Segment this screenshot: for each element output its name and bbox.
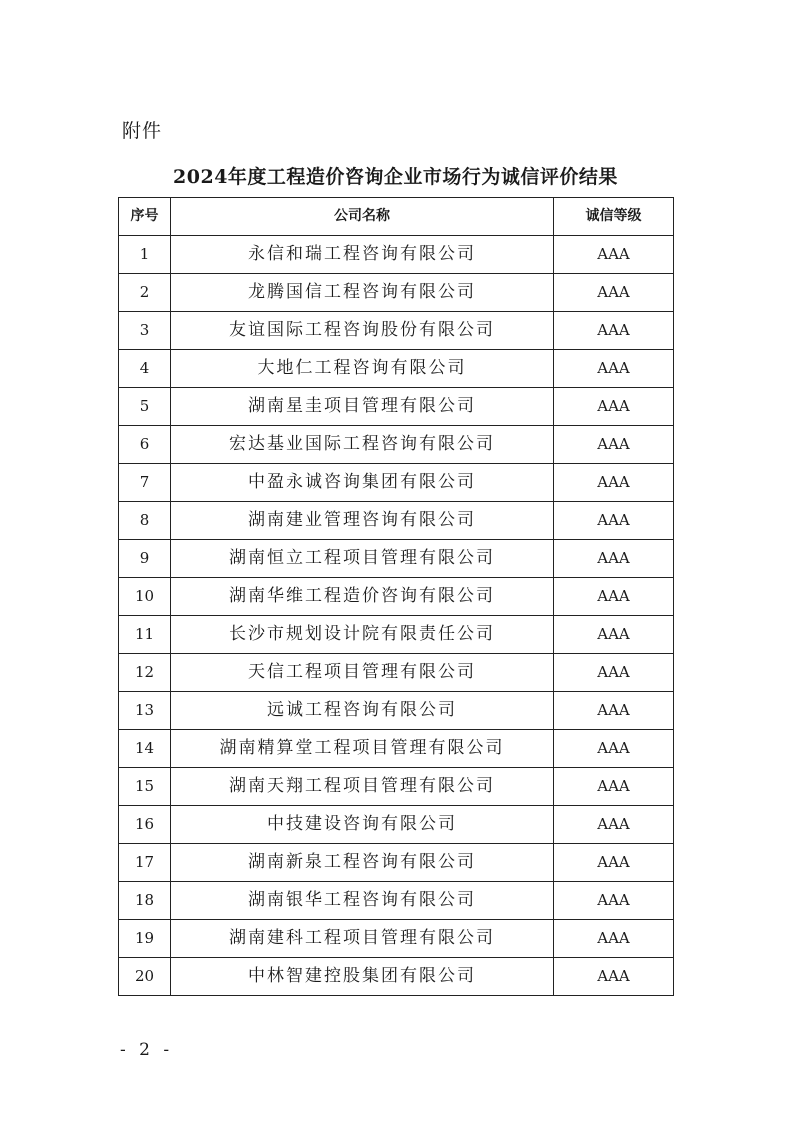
page-number: - 2 - bbox=[120, 1040, 174, 1060]
row-grade: AAA bbox=[554, 920, 674, 958]
row-seq: 3 bbox=[119, 312, 171, 350]
row-seq: 13 bbox=[119, 692, 171, 730]
row-grade: AAA bbox=[554, 540, 674, 578]
header-seq: 序号 bbox=[119, 198, 171, 236]
row-seq: 7 bbox=[119, 464, 171, 502]
row-grade: AAA bbox=[554, 236, 674, 274]
row-company: 中盈永诚咨询集团有限公司 bbox=[171, 464, 554, 502]
row-company: 湖南建科工程项目管理有限公司 bbox=[171, 920, 554, 958]
row-grade: AAA bbox=[554, 426, 674, 464]
row-company: 大地仁工程咨询有限公司 bbox=[171, 350, 554, 388]
table-row bbox=[119, 654, 674, 692]
table-row bbox=[119, 236, 674, 274]
row-grade: AAA bbox=[554, 844, 674, 882]
row-seq: 12 bbox=[119, 654, 171, 692]
table-row bbox=[119, 426, 674, 464]
row-seq: 5 bbox=[119, 388, 171, 426]
row-seq: 6 bbox=[119, 426, 171, 464]
row-grade: AAA bbox=[554, 350, 674, 388]
row-company: 湖南华维工程造价咨询有限公司 bbox=[171, 578, 554, 616]
row-company: 湖南星圭项目管理有限公司 bbox=[171, 388, 554, 426]
table-row bbox=[119, 464, 674, 502]
table-row bbox=[119, 768, 674, 806]
row-company: 长沙市规划设计院有限责任公司 bbox=[171, 616, 554, 654]
row-grade: AAA bbox=[554, 882, 674, 920]
table-row bbox=[119, 350, 674, 388]
row-company: 友谊国际工程咨询股份有限公司 bbox=[171, 312, 554, 350]
table-row bbox=[119, 502, 674, 540]
row-company: 中林智建控股集团有限公司 bbox=[171, 958, 554, 996]
row-grade: AAA bbox=[554, 806, 674, 844]
row-grade: AAA bbox=[554, 958, 674, 996]
row-company: 中技建设咨询有限公司 bbox=[171, 806, 554, 844]
row-seq: 4 bbox=[119, 350, 171, 388]
results-table bbox=[118, 197, 674, 996]
row-seq: 9 bbox=[119, 540, 171, 578]
row-grade: AAA bbox=[554, 768, 674, 806]
table-row bbox=[119, 578, 674, 616]
row-seq: 14 bbox=[119, 730, 171, 768]
table-row bbox=[119, 882, 674, 920]
row-seq: 18 bbox=[119, 882, 171, 920]
table-row bbox=[119, 692, 674, 730]
row-company: 湖南建业管理咨询有限公司 bbox=[171, 502, 554, 540]
row-company: 湖南银华工程咨询有限公司 bbox=[171, 882, 554, 920]
header-company: 公司名称 bbox=[171, 198, 554, 236]
row-grade: AAA bbox=[554, 388, 674, 426]
table-row bbox=[119, 312, 674, 350]
row-grade: AAA bbox=[554, 274, 674, 312]
row-grade: AAA bbox=[554, 730, 674, 768]
row-company: 湖南新泉工程咨询有限公司 bbox=[171, 844, 554, 882]
table-row bbox=[119, 958, 674, 996]
table-row bbox=[119, 806, 674, 844]
row-seq: 19 bbox=[119, 920, 171, 958]
table-row bbox=[119, 388, 674, 426]
header-grade: 诚信等级 bbox=[554, 198, 674, 236]
row-grade: AAA bbox=[554, 578, 674, 616]
row-company: 湖南精算堂工程项目管理有限公司 bbox=[171, 730, 554, 768]
row-seq: 16 bbox=[119, 806, 171, 844]
row-grade: AAA bbox=[554, 616, 674, 654]
table-row bbox=[119, 920, 674, 958]
row-seq: 10 bbox=[119, 578, 171, 616]
table-header-row bbox=[119, 198, 674, 236]
table-row bbox=[119, 730, 674, 768]
row-grade: AAA bbox=[554, 654, 674, 692]
row-grade: AAA bbox=[554, 464, 674, 502]
table-row bbox=[119, 844, 674, 882]
row-grade: AAA bbox=[554, 312, 674, 350]
row-seq: 11 bbox=[119, 616, 171, 654]
row-seq: 15 bbox=[119, 768, 171, 806]
row-company: 湖南恒立工程项目管理有限公司 bbox=[171, 540, 554, 578]
row-seq: 17 bbox=[119, 844, 171, 882]
row-company: 湖南天翔工程项目管理有限公司 bbox=[171, 768, 554, 806]
row-seq: 2 bbox=[119, 274, 171, 312]
row-company: 远诚工程咨询有限公司 bbox=[171, 692, 554, 730]
row-company: 龙腾国信工程咨询有限公司 bbox=[171, 274, 554, 312]
table-row bbox=[119, 616, 674, 654]
row-seq: 20 bbox=[119, 958, 171, 996]
row-company: 永信和瑞工程咨询有限公司 bbox=[171, 236, 554, 274]
row-seq: 8 bbox=[119, 502, 171, 540]
row-company: 天信工程项目管理有限公司 bbox=[171, 654, 554, 692]
row-grade: AAA bbox=[554, 692, 674, 730]
row-company: 宏达基业国际工程咨询有限公司 bbox=[171, 426, 554, 464]
page-title: 2024年度工程造价咨询企业市场行为诚信评价结果 bbox=[173, 166, 618, 188]
table-row bbox=[119, 540, 674, 578]
row-seq: 1 bbox=[119, 236, 171, 274]
row-grade: AAA bbox=[554, 502, 674, 540]
table-row bbox=[119, 274, 674, 312]
attachment-label: 附件 bbox=[122, 120, 163, 142]
